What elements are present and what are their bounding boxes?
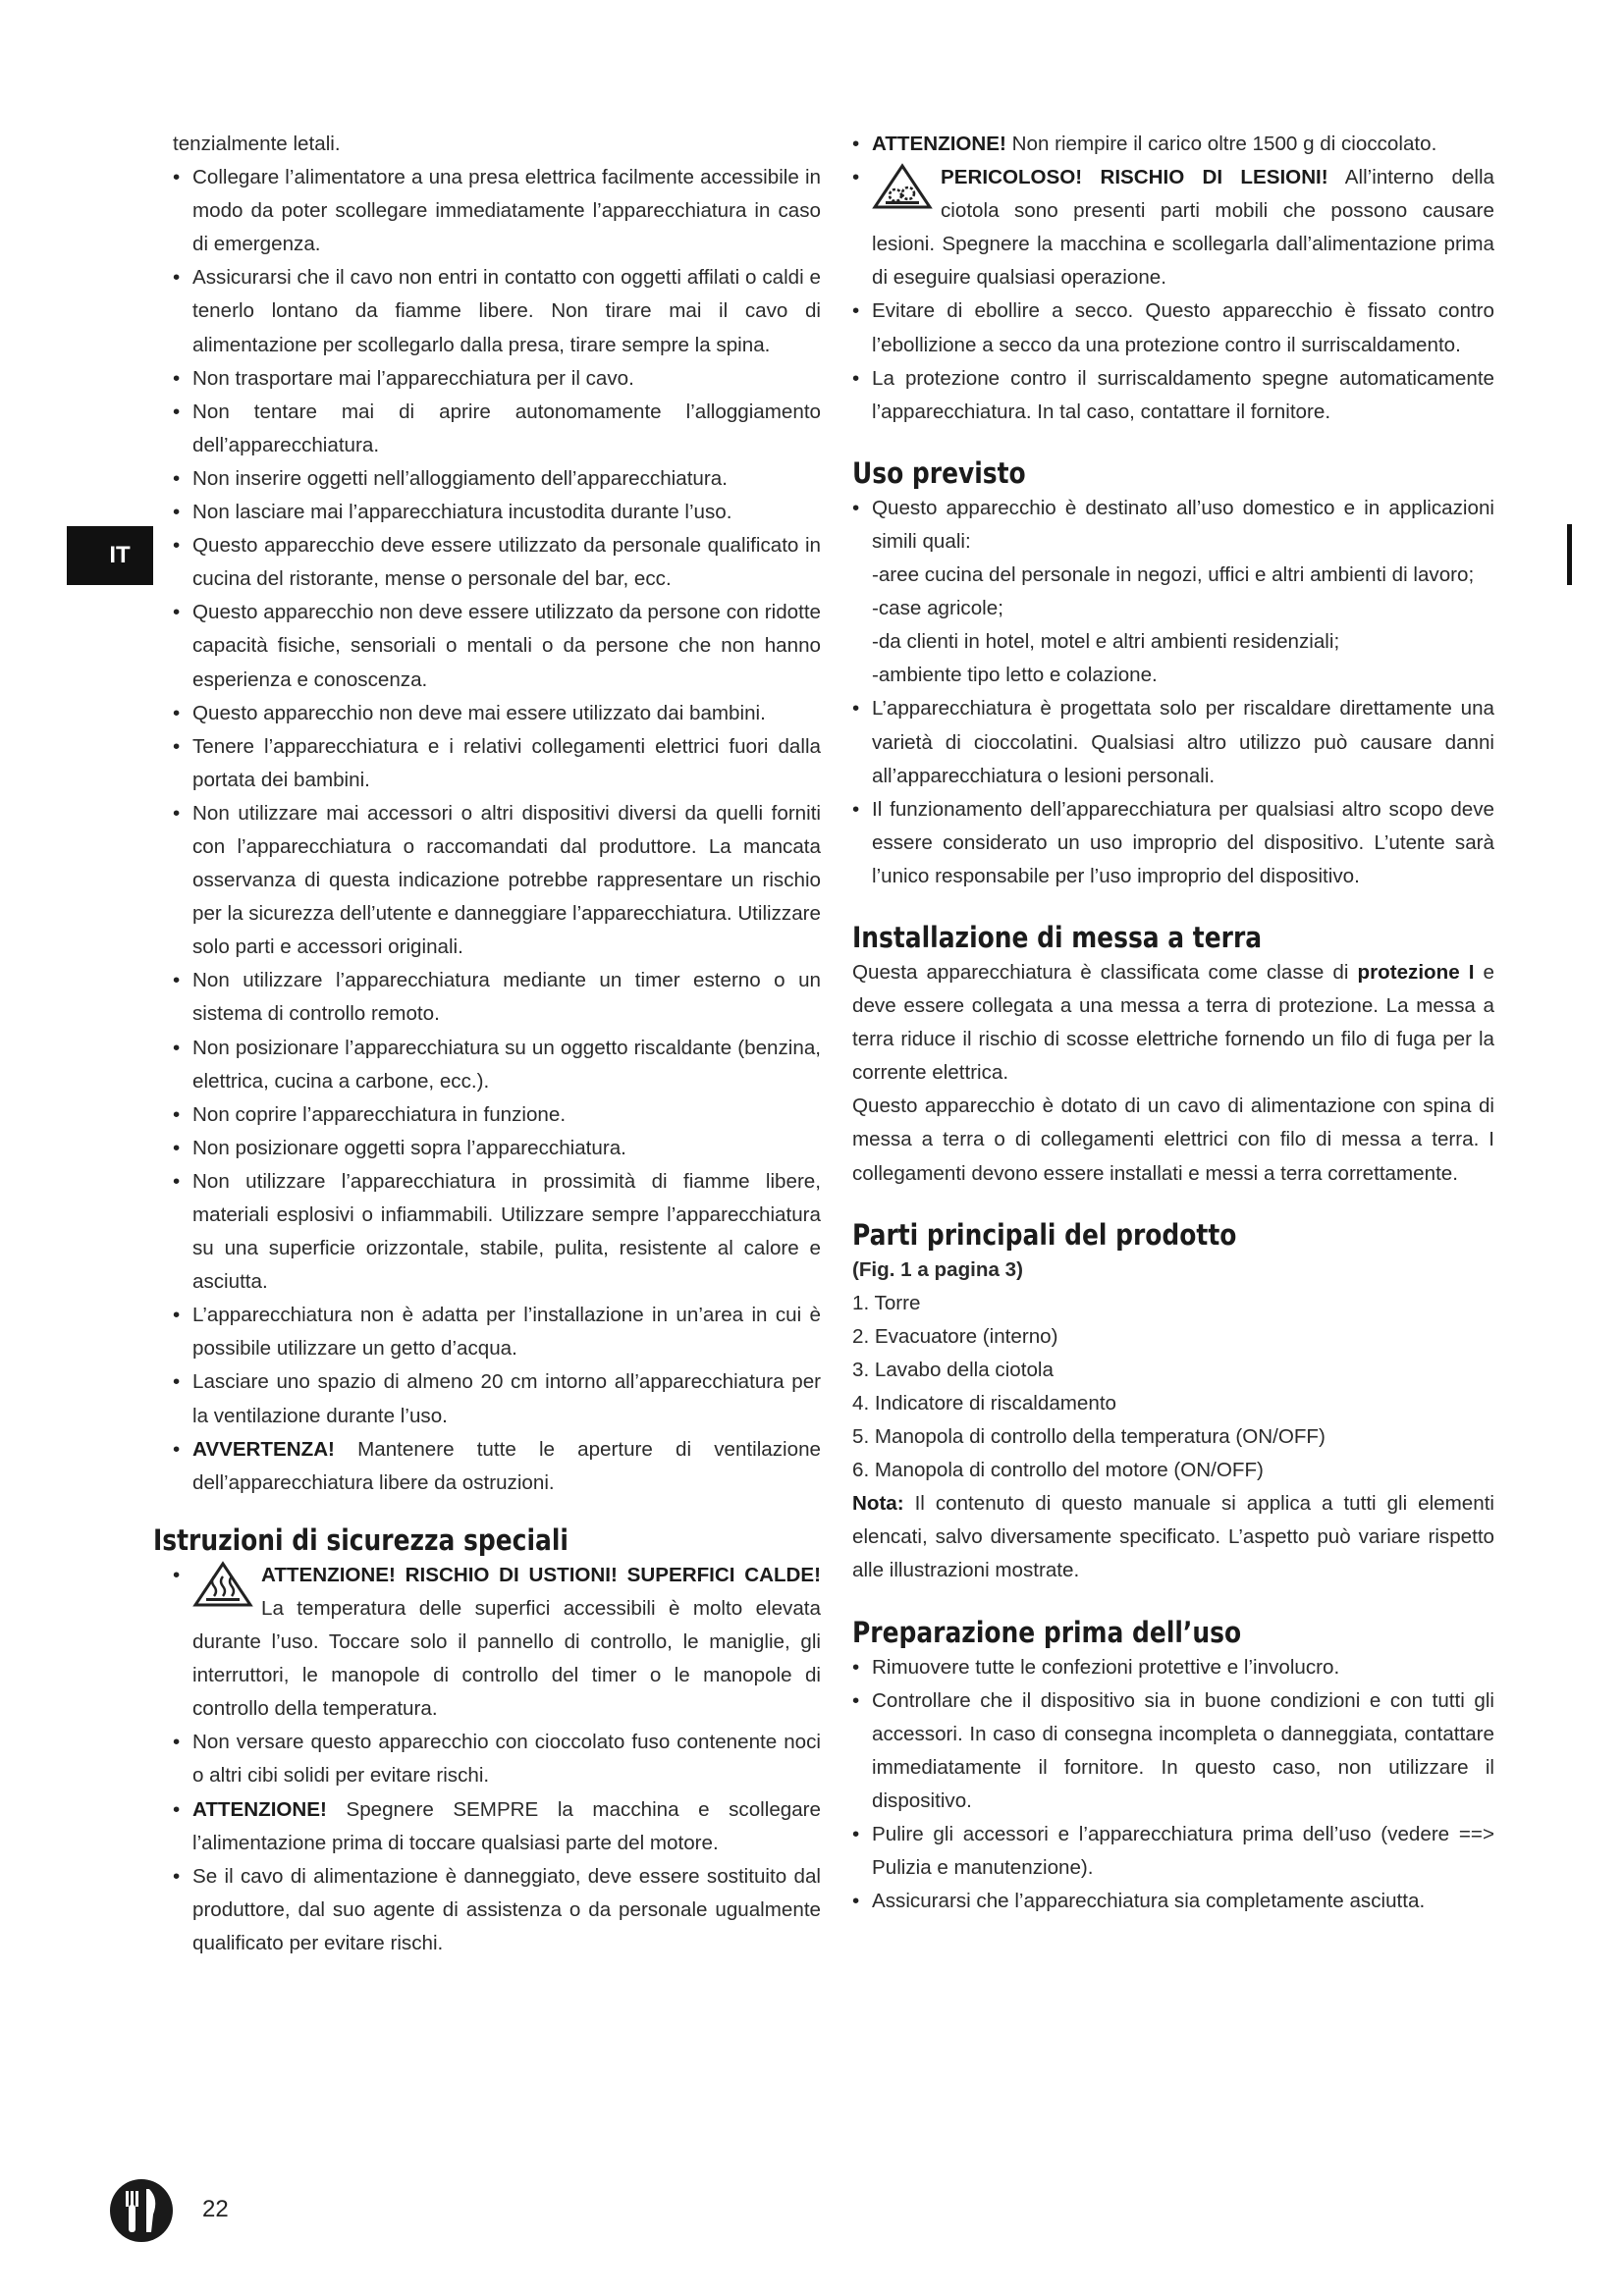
- use-case-item: -case agricole;: [872, 597, 1003, 620]
- language-tab: [67, 526, 153, 585]
- list-item: • Pulire gli accessori e l’apparecchiatura prima dell’uso (vedere ==> Pulizia e manutenzione).: [852, 1818, 1494, 1885]
- injury-warning: [852, 161, 1494, 294]
- moving-parts-icon: [872, 163, 933, 210]
- part-item: 3. Lavabo della ciotola: [852, 1358, 1054, 1381]
- list-item: • Se il cavo di alimentazione è danneggiato, deve essere sostituito dal produttore, dal suo agente di assistenza o da personale ugualmente qualificato per evitare rischi.: [173, 1860, 821, 1960]
- list-item: • Non utilizzare l’apparecchiatura in prossimità di fiamme libere, materiali esplosivi o infiammabili. Utilizzare sempre l’apparecchiatura su una superficie orizzontale, stabile, pulita, resistente al calore e asciutta.: [173, 1165, 821, 1299]
- load-warning-label: ATTENZIONE!: [872, 133, 1006, 155]
- part-item: 4. Indicatore di riscaldamento: [852, 1392, 1117, 1415]
- list-item: • Non coprire l’apparecchiatura in funzione.: [173, 1098, 821, 1132]
- grounding-heading: Installazione di messa a terra: [852, 920, 1263, 954]
- page-number: 22: [202, 2196, 229, 2222]
- cutlery-logo-icon: [108, 2177, 175, 2244]
- left-column: [153, 128, 821, 1960]
- injury-warning-label: PERICOLOSO! RISCHIO DI LESIONI!: [941, 166, 1328, 189]
- grounding-text-a: Questa apparecchiatura è classificata come classe di: [852, 960, 1358, 984]
- special-safety-heading: Istruzioni di sicurezza speciali: [153, 1522, 568, 1557]
- warning-item: [173, 1793, 821, 1860]
- note-text: Il contenuto di questo manuale si applica a tutti gli elementi elencati, salvo diversamente specificato. L’aspetto può variare rispetto alle illustrazioni mostrate.: [852, 1492, 1494, 1582]
- grounding-text-b: e deve essere collegata a una messa a terra di protezione. La messa a terra riduce il rischio di scosse elettriche fornendo un filo di fuga per la corrente elettrica.: [852, 960, 1494, 1085]
- grounding-paragraph: Questo apparecchio è dotato di un cavo di alimentazione con spina di messa a terra o di collegamenti elettrici con filo di messa a terra. I collegamenti devono essere installati e messi a terra correttamente.: [852, 1095, 1494, 1185]
- list-item: • Questo apparecchio deve essere utilizzato da personale qualificato in cucina del ristorante, mense o personale del bar, ecc.: [173, 529, 821, 596]
- figure-reference: (Fig. 1 a pagina 3): [852, 1257, 1023, 1281]
- part-item: 5. Manopola di controllo della temperatura (ON/OFF): [852, 1425, 1326, 1449]
- intended-use-list: [852, 492, 1494, 559]
- list-item: • Non inserire oggetti nell’alloggiamento dell’apparecchiatura.: [173, 462, 821, 496]
- preparation-heading: Preparazione prima dell’uso: [852, 1615, 1242, 1649]
- hot-surface-icon: [192, 1561, 253, 1608]
- safety-list: [173, 161, 821, 1500]
- list-item: • L’apparecchiatura non è adatta per l’installazione in un’area in cui è possibile utilizzare un getto d’acqua.: [173, 1299, 821, 1365]
- parts-list: [852, 1287, 1494, 1488]
- burn-warning-text: La temperatura delle superfici accessibili è molto elevata durante l’uso. Toccare solo il pannello di controllo, le maniglie, gli interruttori, le manopole di controllo del timer o le manopole di controllo della temperatura.: [192, 1596, 821, 1721]
- note-paragraph: [852, 1487, 1494, 1587]
- list-item: • Non trasportare mai l’apparecchiatura per il cavo.: [173, 362, 821, 396]
- note-label: Nota:: [852, 1492, 904, 1516]
- protection-class: protezione I: [1357, 960, 1475, 984]
- list-item: • Controllare che il dispositivo sia in buone condizioni e con tutti gli accessori. In caso di consegna incompleta o danneggiata, contattare immediatamente il fornitore. In questo caso, non utilizzare il dispositivo.: [852, 1684, 1494, 1818]
- list-item: • Rimuovere tutte le confezioni protettive e l’involucro.: [852, 1651, 1494, 1684]
- list-item: • Non tentare mai di aprire autonomamente l’alloggiamento dell’apparecchiatura.: [173, 396, 821, 462]
- list-item: • Il funzionamento dell’apparecchiatura per qualsiasi altro scopo deve essere considerato un uso improprio del dispositivo. L’utente sarà l’unico responsabile per l’uso improprio del dispositivo.: [852, 793, 1494, 893]
- burn-warning-label: ATTENZIONE! RISCHIO DI USTIONI! SUPERFICI CALDE!: [261, 1563, 821, 1586]
- intended-use-heading: Uso previsto: [852, 455, 1026, 490]
- right-column: [852, 128, 1494, 1918]
- list-item: • Lasciare uno spazio di almeno 20 cm intorno all’apparecchiatura per la ventilazione durante l’uso.: [173, 1365, 821, 1432]
- list-item: • Non versare questo apparecchio con cioccolato fuso contenente noci o altri cibi solidi per evitare rischi.: [173, 1726, 821, 1792]
- hot-surface-warning: [173, 1559, 821, 1726]
- list-item: • Assicurarsi che il cavo non entri in contatto con oggetti affilati o caldi e tenerlo lontano da fiamme libere. Non tirare mai il cavo di alimentazione per scollegarlo dalla presa, tirare sempre la spina.: [173, 261, 821, 361]
- warning-item: [173, 1433, 821, 1500]
- warning-list: [852, 128, 1494, 429]
- attenzione-label: ATTENZIONE!: [192, 1797, 327, 1821]
- main-parts-heading: Parti principali del prodotto: [852, 1217, 1237, 1252]
- list-item: • Questo apparecchio non deve essere utilizzato da persone con ridotte capacità fisiche, sensoriali o mentali o da persone che non hanno esperienza e conoscenza.: [173, 596, 821, 696]
- language-tab-label: IT: [109, 542, 131, 568]
- preparation-list: [852, 1651, 1494, 1919]
- attenzione-text: Spegnere SEMPRE la macchina e scollegare l’alimentazione prima di toccare qualsiasi parte del motore.: [192, 1797, 821, 1854]
- list-item: • Questo apparecchio non deve mai essere utilizzato dai bambini.: [173, 697, 821, 730]
- list-item: • Questo apparecchio è destinato all’uso domestico e in applicazioni simili quali:: [852, 492, 1494, 559]
- use-case-item: -ambiente tipo letto e colazione.: [872, 664, 1158, 687]
- list-item: • Non lasciare mai l’apparecchiatura incustodita durante l’uso.: [173, 496, 821, 529]
- list-item: • Non utilizzare mai accessori o altri dispositivi diversi da quelli forniti con l’apparecchiatura o raccomandati dal produttore. La mancata osservanza di questa indicazione potrebbe rappresentare un rischio per la sicurezza dell’utente e danneggiare l’apparecchiatura. Utilizzare solo parti e accessori originali.: [173, 797, 821, 964]
- list-item: • Non posizionare l’apparecchiatura su un oggetto riscaldante (benzina, elettrica, cucina a carbone, ecc.).: [173, 1032, 821, 1098]
- section-marker: [1567, 524, 1572, 585]
- load-warning-text: Non riempire il carico oltre 1500 g di cioccolato.: [1005, 133, 1437, 155]
- use-case-item: -da clienti in hotel, motel e altri ambienti residenziali;: [872, 630, 1340, 654]
- part-item: 6. Manopola di controllo del motore (ON/OFF): [852, 1459, 1264, 1482]
- injury-warning-text: All’interno della ciotola sono presenti parti mobili che possono causare lesioni. Spegnere la macchina e scollegarla dall’alimentazione prima di eseguire qualsiasi operazione.: [872, 166, 1495, 290]
- list-item: • Non posizionare oggetti sopra l’apparecchiatura.: [173, 1132, 821, 1165]
- list-item: • Assicurarsi che l’apparecchiatura sia completamente asciutta.: [852, 1885, 1494, 1918]
- list-item: • La protezione contro il surriscaldamento spegne automaticamente l’apparecchiatura. In tal caso, contattare il fornitore.: [852, 362, 1494, 429]
- list-item: • Tenere l’apparecchiatura e i relativi collegamenti elettrici fuori dalla portata dei bambini.: [173, 730, 821, 797]
- avvertenza-label: AVVERTENZA!: [192, 1437, 335, 1461]
- list-item: • Non utilizzare l’apparecchiatura mediante un timer esterno o un sistema di controllo remoto.: [173, 964, 821, 1031]
- list-item: • Collegare l’alimentatore a una presa elettrica facilmente accessibile in modo da poter scollegare immediatamente l’apparecchiatura in caso di emergenza.: [173, 161, 821, 261]
- intended-use-notes: [852, 692, 1494, 893]
- continued-text: tenzialmente letali.: [173, 133, 341, 155]
- use-case-item: -aree cucina del personale in negozi, uffici e altri ambienti di lavoro;: [872, 563, 1475, 587]
- special-safety-list: [173, 1559, 821, 1960]
- avvertenza-text: Mantenere tutte le aperture di ventilazione dell’apparecchiatura libere da ostruzioni.: [192, 1437, 821, 1494]
- part-item: 2. Evacuatore (interno): [852, 1324, 1058, 1348]
- list-item: • Evitare di ebollire a secco. Questo apparecchio è fissato contro l’ebollizione a secco da una protezione contro il surriscaldamento.: [852, 294, 1494, 361]
- grounding-paragraph: [852, 956, 1494, 1090]
- warning-item: [852, 128, 1494, 161]
- list-item: • L’apparecchiatura è progettata solo per riscaldare direttamente una varietà di cioccolatini. Qualsiasi altro utilizzo può causare danni all’apparecchiatura o lesioni personali.: [852, 692, 1494, 792]
- part-item: 1. Torre: [852, 1291, 921, 1314]
